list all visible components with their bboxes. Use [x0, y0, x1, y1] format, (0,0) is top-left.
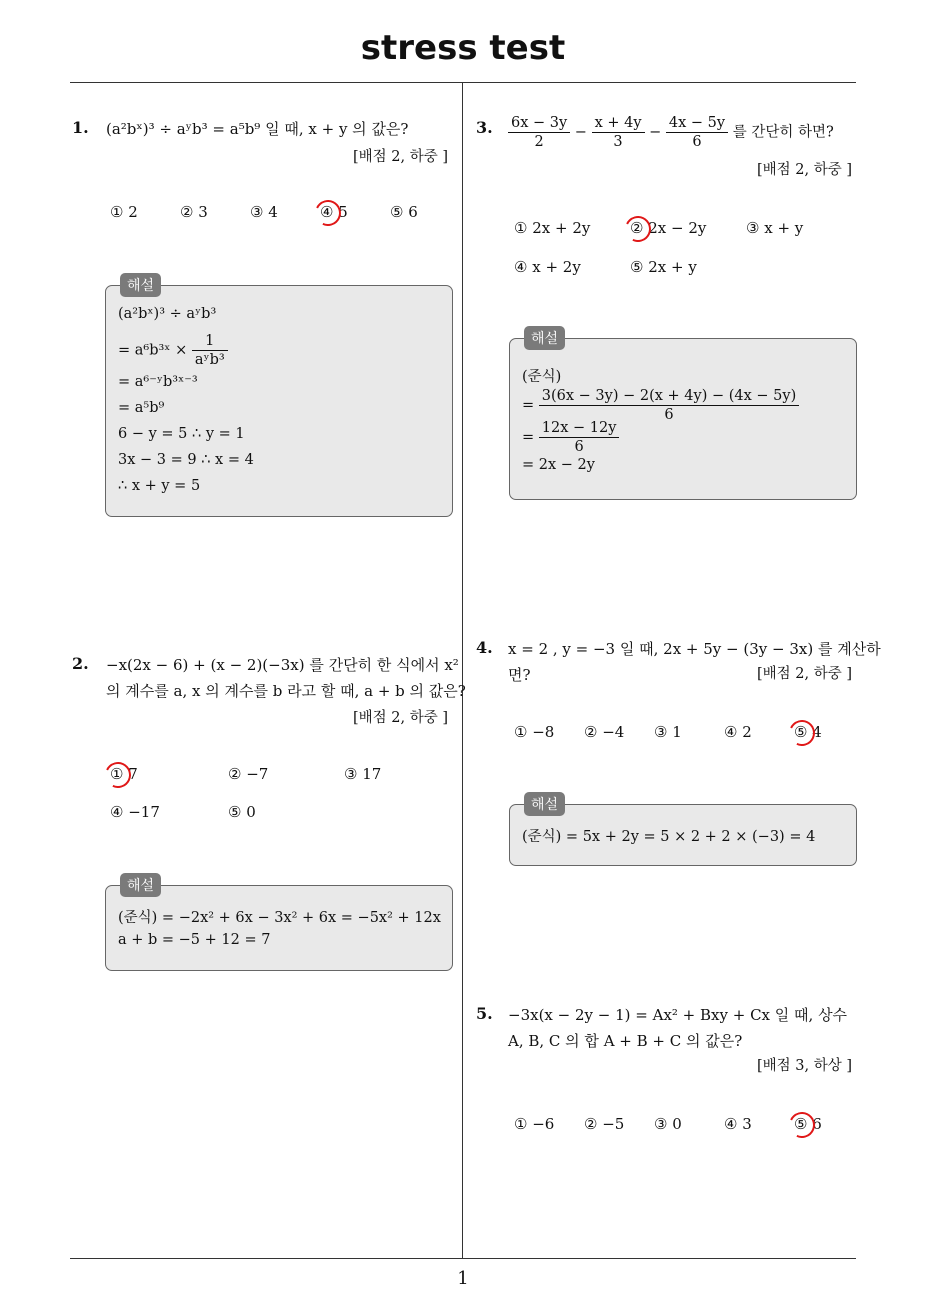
choice-2[interactable]: ② −4: [584, 723, 625, 741]
fraction-term: $\frac{4x - 5y}{6}$: [666, 114, 728, 151]
choice-4[interactable]: ④ −17: [110, 803, 160, 821]
question-number: 2.: [72, 654, 89, 673]
choice-5[interactable]: ⑤ 6: [794, 1115, 822, 1133]
question-text: −3x(x − 2y − 1) = Ax² + Bxy + Cx 일 때, 상수: [508, 1006, 848, 1024]
solution-line: (a²bˣ)³ ÷ aʸb³: [118, 306, 217, 322]
solution-line: ∴ x + y = 5: [118, 478, 201, 494]
choice-4[interactable]: ④ 2: [724, 723, 752, 741]
solution-line: = a⁶⁻ʸb³ˣ⁻³: [118, 374, 198, 390]
question-text: x = 2 , y = −3 일 때, 2x + 5y − (3y − 3x) 를 계산하: [508, 640, 881, 658]
choice-5[interactable]: ⑤ 2x + y: [630, 258, 697, 276]
choice-3[interactable]: ③ 4: [250, 203, 278, 221]
solution-fraction: $\frac{12x - 12y}{6}$: [539, 419, 620, 456]
question-number: 4.: [476, 638, 493, 657]
solution-line: (준식) = −2x² + 6x − 3x² + 6x = −5x² + 12x: [118, 910, 441, 926]
solution-box: [509, 338, 857, 500]
question-text: (a²bˣ)³ ÷ aʸb³ = a⁵b⁹ 일 때, x + y 의 값은?: [106, 120, 409, 138]
page-number: 1: [457, 1268, 469, 1289]
answer-mark-icon: [785, 1108, 818, 1141]
page-title: stress test: [360, 28, 566, 68]
choice-1[interactable]: ① 7: [110, 765, 138, 783]
solution-tab: 해설: [524, 326, 565, 350]
question-text: 면?: [508, 666, 531, 684]
choice-1[interactable]: ① 2: [110, 203, 138, 221]
question-score: [배점 3, 하상 ]: [756, 1058, 852, 1074]
header-rule: [70, 82, 856, 83]
solution-line: 6 − y = 5 ∴ y = 1: [118, 426, 245, 442]
solution-tab: 해설: [524, 792, 565, 816]
choice-5[interactable]: ⑤ 6: [390, 203, 418, 221]
choice-3[interactable]: ③ 17: [344, 765, 382, 783]
solution-tab: 해설: [120, 873, 161, 897]
question-text: 의 계수를 a, x 의 계수를 b 라고 할 때, a + b 의 값은?: [106, 682, 466, 700]
solution-line: = a⁶b³ˣ × $\frac{1}{\text{aʸb³}}$: [118, 332, 228, 369]
question-number: 1.: [72, 118, 89, 137]
column-divider: [462, 83, 463, 1258]
choice-1[interactable]: ① 2x + 2y: [514, 219, 591, 237]
question-score: [배점 2, 하중 ]: [756, 666, 852, 682]
choice-2[interactable]: ② −5: [584, 1115, 625, 1133]
choice-2[interactable]: ② −7: [228, 765, 269, 783]
question-score: [배점 2, 하중 ]: [352, 710, 448, 726]
question-text: −x(2x − 6) + (x − 2)(−3x) 를 간단히 한 식에서 x²: [106, 656, 459, 674]
solution-line: 3x − 3 = 9 ∴ x = 4: [118, 452, 254, 468]
answer-mark-icon: [101, 758, 134, 791]
solution-fraction: $\frac{1}{\text{aʸb³}}$: [192, 332, 228, 369]
choice-3[interactable]: ③ 0: [654, 1115, 682, 1133]
question-number: 3.: [476, 118, 493, 137]
solution-line: = $\frac{12x - 12y}{6}$: [522, 419, 619, 456]
solution-line: a + b = −5 + 12 = 7: [118, 932, 271, 948]
question-score: [배점 2, 하중 ]: [756, 162, 852, 178]
question-number: 5.: [476, 1004, 493, 1023]
solution-line: = $\frac{3(6x - 3y) - 2(x + 4y) - (4x - 5y)}{6}$: [522, 387, 799, 424]
choice-4[interactable]: ④ 3: [724, 1115, 752, 1133]
solution-line: (준식) = 5x + 2y = 5 × 2 + 2 × (−3) = 4: [522, 829, 816, 845]
question-text: $\frac{6x - 3y}{2}$ − $\frac{x + 4y}{3}$ − $\frac{4x - 5y}{6}$ 를 간단히 하면?: [508, 114, 834, 151]
choice-3[interactable]: ③ 1: [654, 723, 682, 741]
choice-5[interactable]: ⑤ 4: [794, 723, 822, 741]
solution-line: (준식): [522, 369, 562, 385]
solution-line: = a⁵b⁹: [118, 400, 165, 416]
solution-box: [105, 285, 453, 517]
choice-4[interactable]: ④ 5: [320, 203, 348, 221]
choice-1[interactable]: ① −8: [514, 723, 555, 741]
footer-rule: [70, 1258, 856, 1259]
fraction-term: $\frac{x + 4y}{3}$: [592, 114, 645, 151]
question-text: A, B, C 의 합 A + B + C 의 값은?: [508, 1032, 743, 1050]
choice-2[interactable]: ② 2x − 2y: [630, 219, 707, 237]
choice-2[interactable]: ② 3: [180, 203, 208, 221]
answer-mark-icon: [785, 716, 818, 749]
solution-fraction: $\frac{3(6x - 3y) - 2(x + 4y) - (4x - 5y)}{6}$: [539, 387, 799, 424]
question-score: [배점 2, 하중 ]: [352, 149, 448, 165]
choice-4[interactable]: ④ x + 2y: [514, 258, 581, 276]
choice-5[interactable]: ⑤ 0: [228, 803, 256, 821]
answer-mark-icon: [621, 212, 654, 245]
solution-tab: 해설: [120, 273, 161, 297]
solution-box: [105, 885, 453, 971]
choice-3[interactable]: ③ x + y: [746, 219, 804, 237]
choice-1[interactable]: ① −6: [514, 1115, 555, 1133]
fraction-term: $\frac{6x - 3y}{2}$: [508, 114, 570, 151]
answer-mark-icon: [311, 196, 344, 229]
solution-line: = 2x − 2y: [522, 457, 595, 473]
